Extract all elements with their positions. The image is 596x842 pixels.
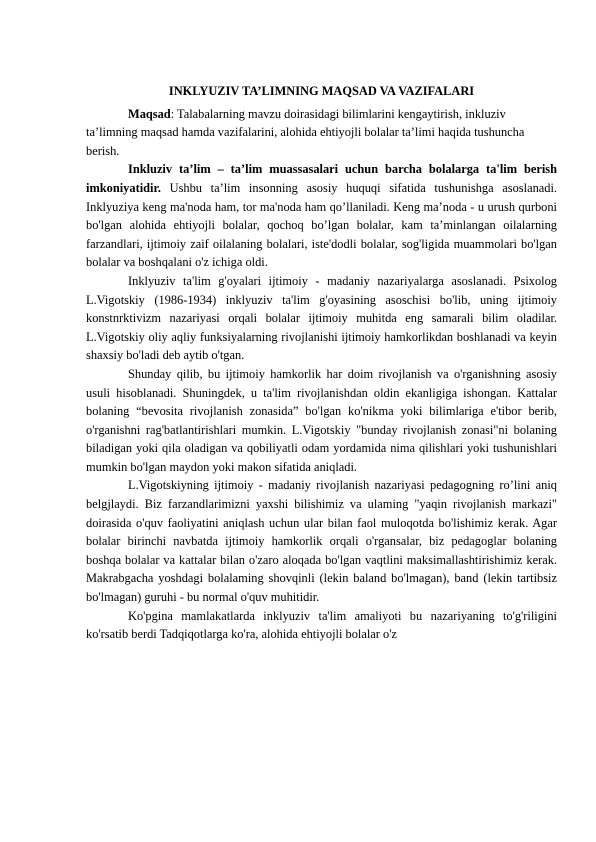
definition-text: Ushbu ta’lim insonning asosiy huquqi sifatida tushunishga asoslanadi. Inklyuziya keng ma'noda ham, tor ma'noda ham qo’llaniladi. Keng ma’noda - u urush qurboni bo'lgan alohida ehtiyojli bolalar, qochoq bo’lgan bolalar, kam ta’minlangan oilalarning farzandlari, ijtimoiy zaif oilalaning bolalari, iste'dodli bolalar, sog'ligida muammolari bo'lgan bolalar va boshqalani o'z ichiga oldi.: [86, 180, 557, 270]
document-title: INKLYUZIV TA’LIMNING MAQSAD VA VAZIFALARI: [168, 84, 475, 98]
document-page: [86, 82, 557, 644]
paragraph-practice: Ko'pgina mamlakatlarda inklyuziv ta'lim amaliyoti bu nazariyaning to'g'riligini ko'rsatib berdi Tadqiqotlarga ko'ra, alohida ehtiyojli bolalar o'z: [86, 608, 557, 642]
paragraph-definition: [86, 160, 557, 272]
goal-text: : Talabalarning mavzu doirasidagi bilimlarini kengaytirish, inkluziv ta’limning maqsad hamda vazifalarini, alohida ehtiyojli bolalar ta’limi haqida tushuncha berish.: [86, 106, 525, 158]
paragraph-theory: Inklyuziv ta'lim g'oyalari ijtimoiy - madaniy nazariyalarga asoslanadi. Psixolog L.Vigotskiy (1986-1934) inklyuziv ta'lim g'oyasining asoschisi bo'lib, uning ijtimoiy konstnrktivizm nazariyasi orqali bolalar ijtimoiy muhitda eng samarali bilim oladilar. L.Vigotskiy oliy aqliy funksiyalarning rivojlanishi ijtimoiy hamkorlikdan boshlanadi va keyin shaxsiy bo'ladi deb aytib o'tgan.: [86, 273, 557, 363]
goal-label: Maqsad: [128, 106, 171, 121]
paragraph-pedagogue-role: L.Vigotskiyning ijtimoiy - madaniy rivojlanish nazariyasi pedagogning ro’lini aniq belgjlaydi. Biz farzandlarimizni yaxshi bilishimiz va ulaming "yaqin rivojlanish markazi" doirasida o'quv faoliyatini aniqlash uchun ular bilan faol muloqotda bo'lishimiz kerak. Agar bolalar birinchi navbatda ijtimoiy hamkorlik orqali o'rgansalar, biz pedagoglar bolaning boshqa bolalar va kattalar bilan o'zaro aloqada bo'lgan vaqtlini maksimallashtirishimiz kerak. Makrabgacha yoshdagi bolalaming shovqinli (lekin baland bo'lmagan), band (lekin tartibsiz bo'lmagan) guruhi - bu normal o'quv muhitidir.: [86, 478, 557, 605]
definition-lead: Inkluziv ta’lim – ta’lim muassasalari uchun barcha bolalarga ta'lim berish imkoniyatidir.: [86, 162, 557, 195]
paragraph-goal: [86, 105, 557, 161]
paragraph-collaboration: Shunday qilib, bu ijtimoiy hamkorlik har doim rivojlanish va o'rganishning asosiy usuli hisoblanadi. Shuningdek, u ta'lim rivojlanishdan oldin ekanligiga ishongan. Kattalar bolaning “bevosita rivojlanish zonasida” bo'lgan ko'nikma yoki bilimlariga e'tibor berib, o'rganishni rag'batlantirishlari mumkin. L.Vigotskiy "bunday rivojlanish zonasi"ni bolaning biladigan yoki qila oladigan va qobiliyatli odam yordamida nima qilishlari yoki tushunishlari mumkin bo'lgan maydon yoki makon sifatida aniqladi.: [86, 366, 557, 474]
